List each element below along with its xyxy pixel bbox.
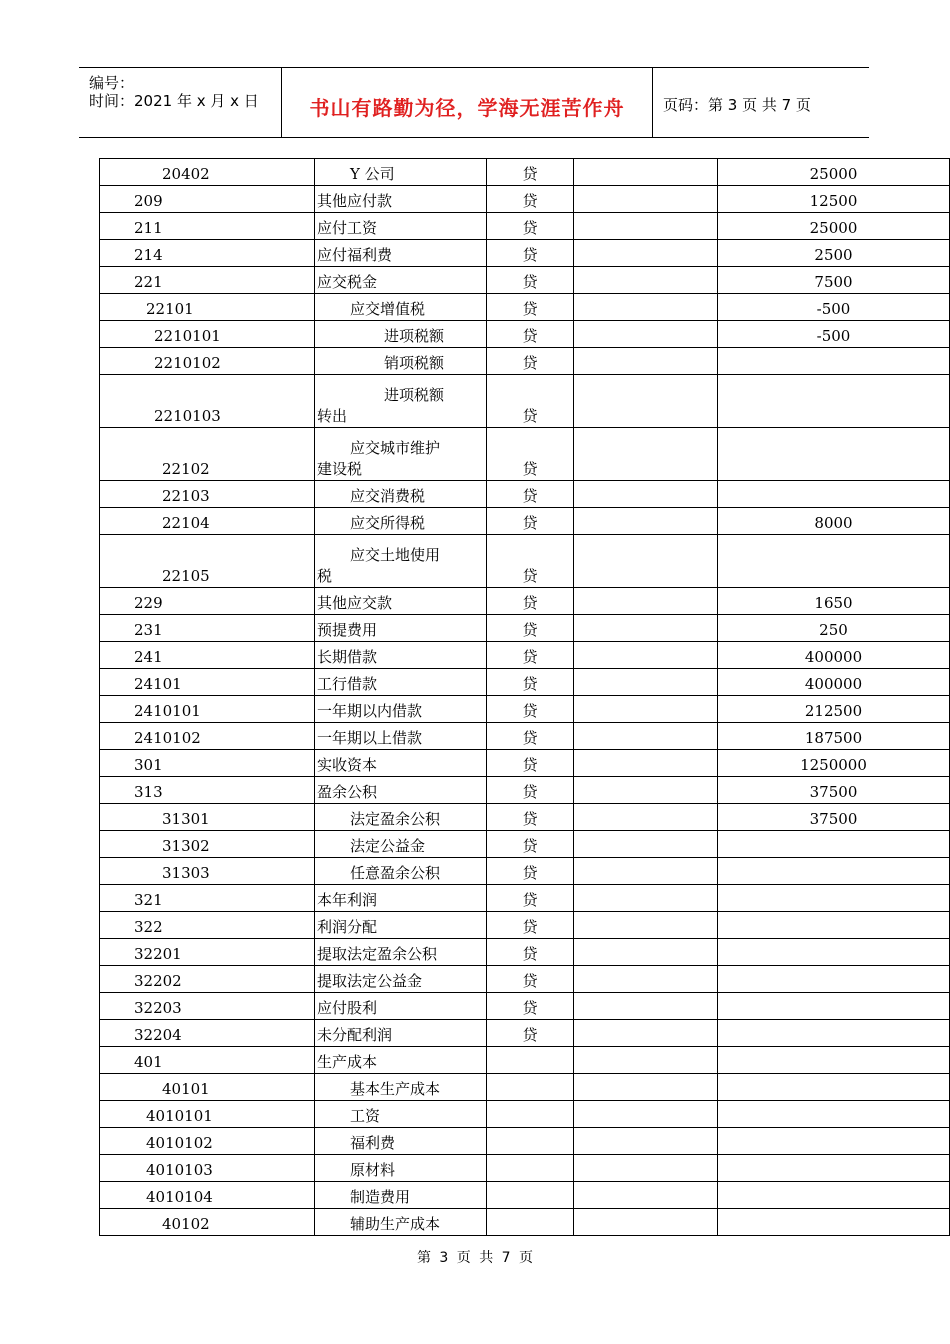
account-name: 原材料	[315, 1155, 487, 1182]
direction: 贷	[487, 750, 574, 777]
account-code: 32204	[100, 1020, 315, 1047]
debit-cell	[574, 750, 718, 777]
direction	[487, 1182, 574, 1209]
account-code: 24101	[100, 669, 315, 696]
debit-cell	[574, 294, 718, 321]
table-row	[100, 939, 950, 966]
debit-cell	[574, 912, 718, 939]
debit-cell	[574, 348, 718, 375]
table-row	[100, 912, 950, 939]
debit-cell	[574, 375, 718, 428]
table-row	[100, 1128, 950, 1155]
number-label: 编号：	[89, 74, 135, 92]
debit-cell	[574, 240, 718, 267]
debit-cell	[574, 1047, 718, 1074]
credit-value: 7500	[718, 267, 950, 294]
account-name: 一年期以上借款	[315, 723, 487, 750]
account-name: 实收资本	[315, 750, 487, 777]
credit-value: 25000	[718, 213, 950, 240]
account-name-line2: 建设税	[317, 460, 363, 478]
account-code: 2210103	[100, 375, 315, 428]
account-name: 应交所得税	[315, 508, 487, 535]
debit-cell	[574, 1128, 718, 1155]
account-name: 其他应付款	[315, 186, 487, 213]
credit-value	[718, 939, 950, 966]
account-name: 应交增值税	[315, 294, 487, 321]
table-row	[100, 642, 950, 669]
table-row	[100, 240, 950, 267]
debit-cell	[574, 993, 718, 1020]
account-code: 4010104	[100, 1182, 315, 1209]
debit-cell	[574, 159, 718, 186]
debit-cell	[574, 615, 718, 642]
account-ledger-table	[99, 158, 950, 1236]
account-code: 20402	[100, 159, 315, 186]
debit-cell	[574, 831, 718, 858]
table-row	[100, 1209, 950, 1236]
account-name: 辅助生产成本	[315, 1209, 487, 1236]
account-name: 利润分配	[315, 912, 487, 939]
direction: 贷	[487, 186, 574, 213]
account-code: 4010102	[100, 1128, 315, 1155]
direction: 贷	[487, 481, 574, 508]
credit-value: -500	[718, 294, 950, 321]
table-row	[100, 508, 950, 535]
account-code: 2410101	[100, 696, 315, 723]
credit-value: 400000	[718, 642, 950, 669]
debit-cell	[574, 321, 718, 348]
account-name: 应交消费税	[315, 481, 487, 508]
direction: 贷	[487, 348, 574, 375]
footer-ye-end: 页	[519, 1250, 534, 1266]
debit-cell	[574, 723, 718, 750]
account-code: 22102	[100, 428, 315, 481]
table-row	[100, 213, 950, 240]
account-name: 盈余公积	[315, 777, 487, 804]
account-name: 应付股利	[315, 993, 487, 1020]
account-code: 211	[100, 213, 315, 240]
credit-value: 400000	[718, 669, 950, 696]
footer-page-number: 3	[439, 1250, 449, 1266]
account-code: 22103	[100, 481, 315, 508]
account-code: 32202	[100, 966, 315, 993]
table-row	[100, 535, 950, 588]
table-row	[100, 159, 950, 186]
table-row	[100, 186, 950, 213]
credit-value	[718, 1074, 950, 1101]
account-code: 2410102	[100, 723, 315, 750]
account-name: 应付福利费	[315, 240, 487, 267]
account-name-line2: 税	[317, 567, 333, 585]
table-row	[100, 1155, 950, 1182]
direction: 贷	[487, 159, 574, 186]
direction: 贷	[487, 912, 574, 939]
debit-cell	[574, 535, 718, 588]
direction: 贷	[487, 723, 574, 750]
account-name: 应交税金	[315, 267, 487, 294]
direction: 贷	[487, 375, 574, 428]
direction	[487, 1074, 574, 1101]
table-row	[100, 723, 950, 750]
direction: 贷	[487, 966, 574, 993]
credit-value: 187500	[718, 723, 950, 750]
account-name: 法定盈余公积	[315, 804, 487, 831]
credit-value	[718, 1020, 950, 1047]
direction: 贷	[487, 696, 574, 723]
table-row	[100, 1182, 950, 1209]
table-row	[100, 696, 950, 723]
table-row	[100, 1074, 950, 1101]
debit-cell	[574, 696, 718, 723]
account-name: 预提费用	[315, 615, 487, 642]
direction: 贷	[487, 588, 574, 615]
credit-value: 1250000	[718, 750, 950, 777]
credit-value: 37500	[718, 777, 950, 804]
account-name: Y 公司	[315, 159, 487, 186]
account-name: 未分配利润	[315, 1020, 487, 1047]
debit-cell	[574, 213, 718, 240]
direction: 贷	[487, 321, 574, 348]
header-motto-cell	[282, 68, 653, 137]
debit-cell	[574, 1182, 718, 1209]
direction: 贷	[487, 939, 574, 966]
debit-cell	[574, 885, 718, 912]
account-code: 22101	[100, 294, 315, 321]
debit-cell	[574, 481, 718, 508]
account-code: 31302	[100, 831, 315, 858]
table-row	[100, 777, 950, 804]
credit-value	[718, 481, 950, 508]
account-code: 209	[100, 186, 315, 213]
debit-cell	[574, 669, 718, 696]
account-code: 32203	[100, 993, 315, 1020]
direction: 贷	[487, 508, 574, 535]
table-row	[100, 669, 950, 696]
credit-value	[718, 1101, 950, 1128]
credit-value	[718, 831, 950, 858]
account-name: 长期借款	[315, 642, 487, 669]
debit-cell	[574, 1209, 718, 1236]
direction: 贷	[487, 1020, 574, 1047]
account-name: 应付工资	[315, 213, 487, 240]
account-name: 福利费	[315, 1128, 487, 1155]
credit-value: 212500	[718, 696, 950, 723]
account-code: 40101	[100, 1074, 315, 1101]
table-row	[100, 481, 950, 508]
header-page-cell	[653, 68, 869, 137]
credit-value	[718, 912, 950, 939]
credit-value	[718, 1047, 950, 1074]
direction	[487, 1047, 574, 1074]
account-code: 31301	[100, 804, 315, 831]
account-code: 31303	[100, 858, 315, 885]
account-code: 214	[100, 240, 315, 267]
account-name: 本年利润	[315, 885, 487, 912]
table-row	[100, 348, 950, 375]
credit-value: 12500	[718, 186, 950, 213]
table-row	[100, 885, 950, 912]
debit-cell	[574, 858, 718, 885]
account-code: 221	[100, 267, 315, 294]
direction	[487, 1101, 574, 1128]
debit-cell	[574, 642, 718, 669]
credit-value: -500	[718, 321, 950, 348]
table-row	[100, 1047, 950, 1074]
credit-value	[718, 428, 950, 481]
account-name	[315, 375, 487, 428]
debit-cell	[574, 939, 718, 966]
debit-cell	[574, 804, 718, 831]
credit-value	[718, 535, 950, 588]
direction	[487, 1155, 574, 1182]
debit-cell	[574, 267, 718, 294]
account-code: 2210101	[100, 321, 315, 348]
table-row	[100, 294, 950, 321]
account-name-line1: 进项税额	[384, 386, 445, 404]
direction: 贷	[487, 642, 574, 669]
debit-cell	[574, 1074, 718, 1101]
table-row	[100, 375, 950, 428]
time-label: 时间：2021 年 x 月 x 日	[89, 92, 259, 110]
header-meta	[79, 68, 282, 137]
account-name: 进项税额	[315, 321, 487, 348]
table-row	[100, 1101, 950, 1128]
direction: 贷	[487, 777, 574, 804]
page-label: 页码：第 3 页 共 7 页	[663, 96, 811, 114]
direction: 贷	[487, 428, 574, 481]
credit-value	[718, 1182, 950, 1209]
account-code: 401	[100, 1047, 315, 1074]
footer-gong: 共	[479, 1250, 494, 1266]
account-code: 301	[100, 750, 315, 777]
account-name: 工行借款	[315, 669, 487, 696]
footer-total-pages: 7	[501, 1250, 511, 1266]
direction: 贷	[487, 615, 574, 642]
account-name: 制造费用	[315, 1182, 487, 1209]
table-row	[100, 615, 950, 642]
direction: 贷	[487, 669, 574, 696]
table-row	[100, 993, 950, 1020]
account-code: 229	[100, 588, 315, 615]
account-name: 销项税额	[315, 348, 487, 375]
debit-cell	[574, 1101, 718, 1128]
credit-value	[718, 1155, 950, 1182]
credit-value: 8000	[718, 508, 950, 535]
direction: 贷	[487, 213, 574, 240]
account-code: 313	[100, 777, 315, 804]
debit-cell	[574, 1020, 718, 1047]
account-code: 22105	[100, 535, 315, 588]
account-code: 32201	[100, 939, 315, 966]
account-name: 一年期以内借款	[315, 696, 487, 723]
credit-value	[718, 966, 950, 993]
account-name: 工资	[315, 1101, 487, 1128]
account-name-line2: 转出	[317, 407, 348, 425]
table-row	[100, 804, 950, 831]
direction: 贷	[487, 804, 574, 831]
table-row	[100, 750, 950, 777]
footer-ye: 页	[456, 1250, 471, 1266]
credit-value: 1650	[718, 588, 950, 615]
account-name	[315, 535, 487, 588]
credit-value: 2500	[718, 240, 950, 267]
account-code: 2210102	[100, 348, 315, 375]
credit-value	[718, 1209, 950, 1236]
table-row	[100, 1020, 950, 1047]
account-code: 321	[100, 885, 315, 912]
account-name: 提取法定公益金	[315, 966, 487, 993]
debit-cell	[574, 508, 718, 535]
account-name-line1: 应交土地使用	[350, 546, 441, 564]
credit-value	[718, 1128, 950, 1155]
account-name: 其他应交款	[315, 588, 487, 615]
table-row	[100, 428, 950, 481]
direction: 贷	[487, 885, 574, 912]
debit-cell	[574, 186, 718, 213]
account-code: 4010101	[100, 1101, 315, 1128]
credit-value	[718, 375, 950, 428]
document-header	[79, 67, 869, 138]
account-code: 40102	[100, 1209, 315, 1236]
account-code: 231	[100, 615, 315, 642]
table-row	[100, 966, 950, 993]
debit-cell	[574, 588, 718, 615]
account-name	[315, 428, 487, 481]
direction	[487, 1128, 574, 1155]
account-name: 提取法定盈余公积	[315, 939, 487, 966]
account-code: 322	[100, 912, 315, 939]
credit-value	[718, 993, 950, 1020]
account-name: 任意盈余公积	[315, 858, 487, 885]
direction: 贷	[487, 294, 574, 321]
account-code: 22104	[100, 508, 315, 535]
debit-cell	[574, 966, 718, 993]
direction: 贷	[487, 993, 574, 1020]
account-code: 4010103	[100, 1155, 315, 1182]
direction	[487, 1209, 574, 1236]
credit-value: 25000	[718, 159, 950, 186]
credit-value: 37500	[718, 804, 950, 831]
table-row	[100, 267, 950, 294]
account-name: 法定公益金	[315, 831, 487, 858]
credit-value	[718, 885, 950, 912]
direction: 贷	[487, 831, 574, 858]
direction: 贷	[487, 858, 574, 885]
account-name: 基本生产成本	[315, 1074, 487, 1101]
footer-di: 第	[416, 1250, 431, 1266]
credit-value: 250	[718, 615, 950, 642]
page-footer	[0, 1247, 950, 1267]
direction: 贷	[487, 240, 574, 267]
account-code: 241	[100, 642, 315, 669]
debit-cell	[574, 428, 718, 481]
motto: 书山有路勤为径，学海无涯苦作舟	[309, 96, 625, 120]
credit-value	[718, 858, 950, 885]
direction: 贷	[487, 535, 574, 588]
credit-value	[718, 348, 950, 375]
table-row	[100, 831, 950, 858]
table-row	[100, 321, 950, 348]
table-row	[100, 858, 950, 885]
account-name-line1: 应交城市维护	[350, 439, 441, 457]
debit-cell	[574, 777, 718, 804]
account-name: 生产成本	[315, 1047, 487, 1074]
table-row	[100, 588, 950, 615]
debit-cell	[574, 1155, 718, 1182]
direction: 贷	[487, 267, 574, 294]
